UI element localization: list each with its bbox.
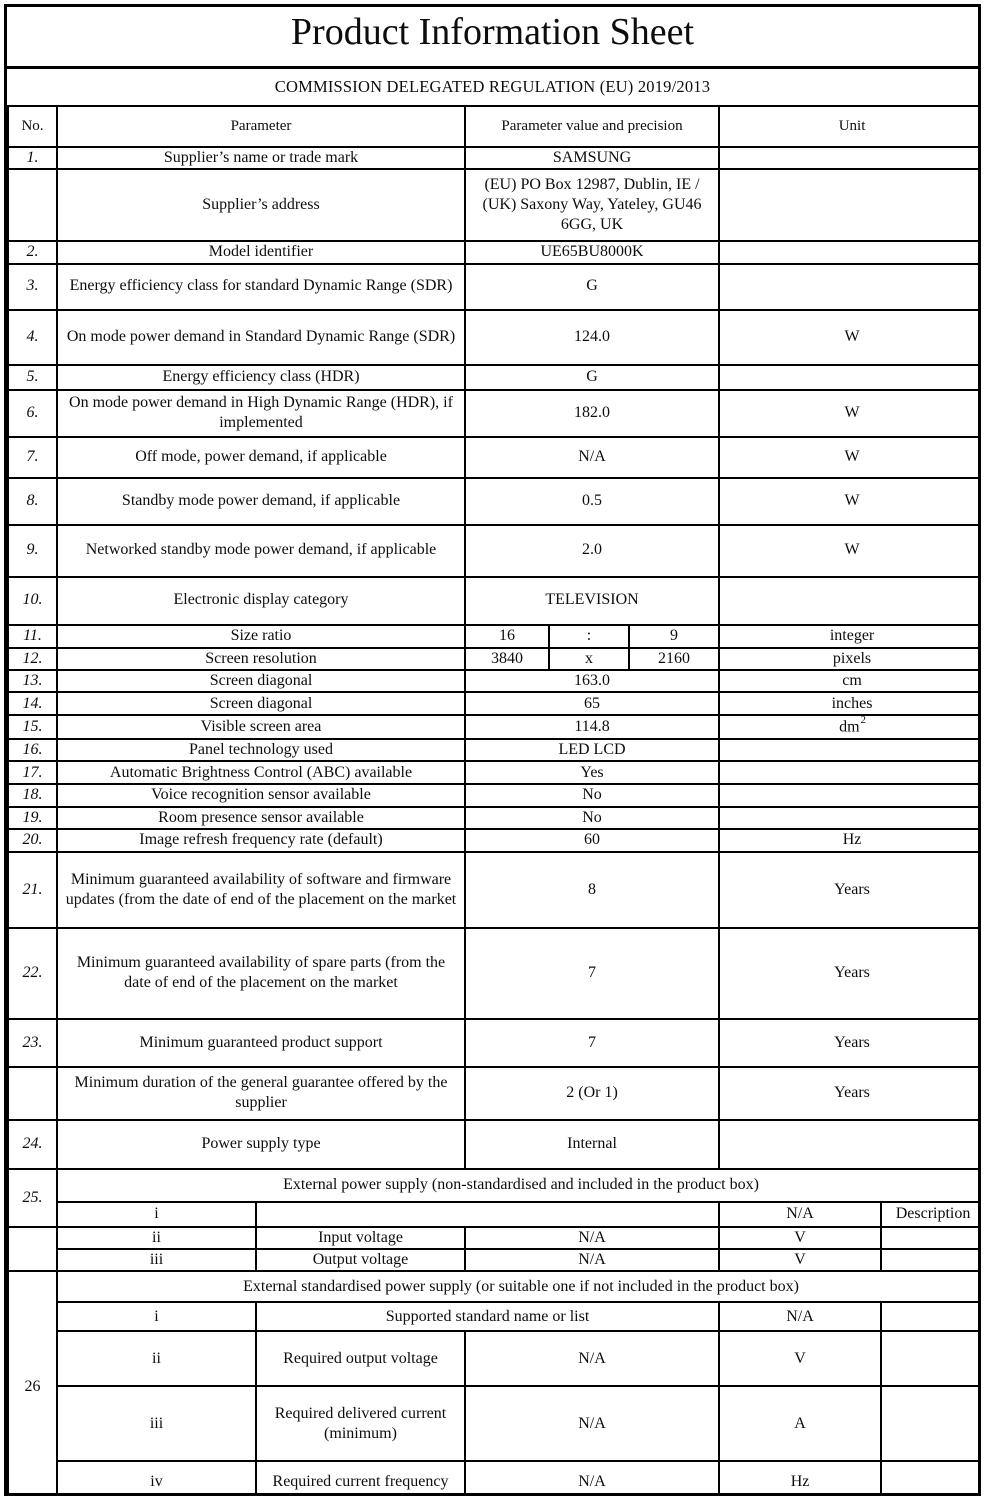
table-row	[8, 1120, 981, 1169]
row-9-parameter: Networked standby mode power demand, if applicable	[57, 525, 465, 577]
section-25-row-iii	[8, 1249, 981, 1271]
row-6-parameter: On mode power demand in High Dynamic Range (HDR), if implemented	[57, 390, 465, 437]
row-26-iv-value: N/A	[465, 1461, 719, 1496]
row-13-no: 13.	[8, 670, 57, 692]
row-25-ii-unit: V	[719, 1227, 881, 1249]
row-26-ii-value: N/A	[465, 1331, 719, 1386]
row-8-value: 0.5	[465, 478, 719, 525]
row-17-parameter: Automatic Brightness Control (ABC) available	[57, 761, 465, 784]
row-20-no: 20.	[8, 829, 57, 852]
row-15-parameter: Visible screen area	[57, 715, 465, 739]
table-row	[8, 577, 981, 625]
row-7-parameter: Off mode, power demand, if applicable	[57, 437, 465, 478]
row-guarantee-unit: Years	[719, 1067, 981, 1120]
table-row	[8, 147, 981, 169]
row-22-value: 7	[465, 928, 719, 1019]
row-25-i-label	[256, 1202, 719, 1227]
row-26-iv-unit: Hz	[719, 1461, 881, 1496]
row-26-iii-unit: A	[719, 1386, 881, 1461]
section-26-row-ii	[8, 1331, 981, 1386]
row-14-value: 65	[465, 692, 719, 715]
row-21-value: 8	[465, 852, 719, 928]
row-12-unit: pixels	[719, 648, 981, 670]
row-15-no: 15.	[8, 715, 57, 739]
section-26-row-iv	[8, 1461, 981, 1496]
row-2-unit	[719, 241, 981, 263]
row-23-parameter: Minimum guaranteed product support	[57, 1019, 465, 1067]
row-6-value: 182.0	[465, 390, 719, 437]
table-row	[8, 625, 981, 648]
table-row	[8, 264, 981, 310]
row-26-iv-description	[881, 1461, 981, 1496]
row-8-unit: W	[719, 478, 981, 525]
row-25-i-index: i	[57, 1202, 256, 1227]
row-9-unit: W	[719, 525, 981, 577]
row-26-iii-label: Required delivered current (minimum)	[256, 1386, 465, 1461]
row-14-unit: inches	[719, 692, 981, 715]
row-1-parameter: Supplier’s name or trade mark	[57, 147, 465, 169]
row-4-parameter: On mode power demand in Standard Dynamic Range (SDR)	[57, 310, 465, 365]
row-26-ii-description	[881, 1331, 981, 1386]
table-row	[8, 715, 981, 739]
row-address-value: (EU) PO Box 12987, Dublin, IE / (UK) Saxony Way, Yateley, GU46 6GG, UK	[465, 169, 719, 241]
row-17-no: 17.	[8, 761, 57, 784]
page-title: Product Information Sheet	[7, 7, 978, 69]
table-row	[8, 852, 981, 928]
table-row	[8, 478, 981, 525]
row-20-unit: Hz	[719, 829, 981, 852]
unit-superscript: 2	[860, 715, 867, 727]
row-1-no: 1.	[8, 147, 57, 169]
row-11-value-separator: :	[549, 625, 629, 648]
row-4-value: 124.0	[465, 310, 719, 365]
row-guarantee-no	[8, 1067, 57, 1120]
row-25-iii-value: N/A	[465, 1249, 719, 1271]
row-7-unit: W	[719, 437, 981, 478]
row-5-unit	[719, 365, 981, 390]
row-25-no: 25.	[8, 1169, 57, 1227]
row-26-iv-label: Required current frequency	[256, 1461, 465, 1496]
row-24-parameter: Power supply type	[57, 1120, 465, 1169]
table-row	[8, 648, 981, 670]
row-25-i-description: Description	[881, 1202, 981, 1227]
row-15-unit: $dm^2$	[719, 715, 981, 739]
regulation-subtitle: COMMISSION DELEGATED REGULATION (EU) 2019/2013	[274, 77, 711, 96]
row-18-no: 18.	[8, 784, 57, 806]
row-4-unit: W	[719, 310, 981, 365]
section-26-header-row	[8, 1271, 981, 1302]
row-17-unit	[719, 761, 981, 784]
row-23-no: 23.	[8, 1019, 57, 1067]
row-12-value-height: 2160	[629, 648, 719, 670]
row-8-no: 8.	[8, 478, 57, 525]
table-row	[8, 1019, 981, 1067]
row-26-ii-index: ii	[57, 1331, 256, 1386]
table-row	[8, 169, 981, 241]
table-row	[8, 241, 981, 263]
table-row	[8, 829, 981, 852]
row-24-value: Internal	[465, 1120, 719, 1169]
row-10-parameter: Electronic display category	[57, 577, 465, 625]
row-6-no: 6.	[8, 390, 57, 437]
table-row	[8, 1067, 981, 1120]
row-12-no: 12.	[8, 648, 57, 670]
row-12-parameter: Screen resolution	[57, 648, 465, 670]
table-row	[8, 390, 981, 437]
row-21-parameter: Minimum guaranteed availability of software and firmware updates (from the date of end of the placement on the market	[57, 852, 465, 928]
row-8-parameter: Standby mode power demand, if applicable	[57, 478, 465, 525]
row-11-unit: integer	[719, 625, 981, 648]
table-row	[8, 761, 981, 784]
row-14-no: 14.	[8, 692, 57, 715]
row-25-iii-description	[881, 1249, 981, 1271]
table-row	[8, 807, 981, 829]
row-13-unit: cm	[719, 670, 981, 692]
row-18-parameter: Voice recognition sensor available	[57, 784, 465, 806]
section-25-row-ii	[8, 1227, 981, 1249]
row-address-no	[8, 169, 57, 241]
row-26-i-description	[881, 1302, 981, 1331]
row-9-no: 9.	[8, 525, 57, 577]
row-3-value: G	[465, 264, 719, 310]
row-10-no: 10.	[8, 577, 57, 625]
row-26-ii-label: Required output voltage	[256, 1331, 465, 1386]
row-3-no: 3.	[8, 264, 57, 310]
section-25-header-row	[8, 1169, 981, 1202]
row-5-no: 5.	[8, 365, 57, 390]
row-15-value: 114.8	[465, 715, 719, 739]
row-3-parameter: Energy efficiency class for standard Dynamic Range (SDR)	[57, 264, 465, 310]
row-26-iii-description	[881, 1386, 981, 1461]
row-address-parameter: Supplier’s address	[57, 169, 465, 241]
section-26-row-iii	[8, 1386, 981, 1461]
row-19-parameter: Room presence sensor available	[57, 807, 465, 829]
row-26-iii-index: iii	[57, 1386, 256, 1461]
row-10-unit	[719, 577, 981, 625]
row-13-value: 163.0	[465, 670, 719, 692]
row-26-ii-unit: V	[719, 1331, 881, 1386]
row-26-i-label: Supported standard name or list	[256, 1302, 719, 1331]
row-16-no: 16.	[8, 739, 57, 761]
header-value: Parameter value and precision	[465, 106, 719, 147]
header-row	[8, 106, 981, 147]
row-20-value: 60	[465, 829, 719, 852]
row-23-unit: Years	[719, 1019, 981, 1067]
row-18-value: No	[465, 784, 719, 806]
row-address-unit	[719, 169, 981, 241]
row-2-no: 2.	[8, 241, 57, 263]
row-16-value: LED LCD	[465, 739, 719, 761]
row-guarantee-value: 2 (Or 1)	[465, 1067, 719, 1120]
row-25-ii-index: ii	[57, 1227, 256, 1249]
table-row	[8, 525, 981, 577]
row-9-value: 2.0	[465, 525, 719, 577]
row-19-no: 19.	[8, 807, 57, 829]
parameter-table	[7, 105, 981, 1496]
row-4-no: 4.	[8, 310, 57, 365]
table-row	[8, 310, 981, 365]
table-row	[8, 928, 981, 1019]
section-26-row-i	[8, 1302, 981, 1331]
row-12-value-width: 3840	[465, 648, 549, 670]
table-row	[8, 692, 981, 715]
row-21-no: 21.	[8, 852, 57, 928]
row-guarantee-parameter: Minimum duration of the general guarantee offered by the supplier	[57, 1067, 465, 1120]
row-5-parameter: Energy efficiency class (HDR)	[57, 365, 465, 390]
table-row	[8, 437, 981, 478]
row-21-unit: Years	[719, 852, 981, 928]
row-7-value: N/A	[465, 437, 719, 478]
row-1-unit	[719, 147, 981, 169]
row-1-value: SAMSUNG	[465, 147, 719, 169]
row-26-i-index: i	[57, 1302, 256, 1331]
row-10-value: TELEVISION	[465, 577, 719, 625]
row-22-no: 22.	[8, 928, 57, 1019]
table-row	[8, 670, 981, 692]
row-25-ii-description	[881, 1227, 981, 1249]
row-25-iii-unit: V	[719, 1249, 881, 1271]
row-25-no-spacer	[8, 1227, 57, 1272]
row-11-value-width: 16	[465, 625, 549, 648]
row-2-parameter: Model identifier	[57, 241, 465, 263]
row-22-unit: Years	[719, 928, 981, 1019]
row-7-no: 7.	[8, 437, 57, 478]
row-11-no: 11.	[8, 625, 57, 648]
table-row	[8, 739, 981, 761]
row-26-no: 26	[8, 1271, 57, 1496]
row-20-parameter: Image refresh frequency rate (default)	[57, 829, 465, 852]
section-25-row-i	[8, 1202, 981, 1227]
row-6-unit: W	[719, 390, 981, 437]
header-parameter: Parameter	[57, 106, 465, 147]
row-12-value-separator: x	[549, 648, 629, 670]
row-25-iii-label: Output voltage	[256, 1249, 465, 1271]
row-3-unit	[719, 264, 981, 310]
row-22-parameter: Minimum guaranteed availability of spare parts (from the date of end of the placement on the market	[57, 928, 465, 1019]
section-26-header: External standardised power supply (or suitable one if not included in the product box)	[57, 1271, 981, 1302]
row-18-unit	[719, 784, 981, 806]
row-16-parameter: Panel technology used	[57, 739, 465, 761]
header-no: No.	[8, 106, 57, 147]
row-14-parameter: Screen diagonal	[57, 692, 465, 715]
row-23-value: 7	[465, 1019, 719, 1067]
row-24-no: 24.	[8, 1120, 57, 1169]
row-25-i-value: N/A	[719, 1202, 881, 1227]
row-5-value: G	[465, 365, 719, 390]
row-26-i-value: N/A	[719, 1302, 881, 1331]
row-11-value-height: 9	[629, 625, 719, 648]
section-25-header: External power supply (non-standardised and included in the product box)	[57, 1169, 981, 1202]
row-25-ii-value: N/A	[465, 1227, 719, 1249]
row-2-value: UE65BU8000K	[465, 241, 719, 263]
row-19-value: No	[465, 807, 719, 829]
row-25-ii-label: Input voltage	[256, 1227, 465, 1249]
row-26-iii-value: N/A	[465, 1386, 719, 1461]
product-information-sheet	[4, 4, 981, 1496]
row-19-unit	[719, 807, 981, 829]
table-row	[8, 784, 981, 806]
row-16-unit	[719, 739, 981, 761]
row-25-iii-index: iii	[57, 1249, 256, 1271]
row-26-iv-index: iv	[57, 1461, 256, 1496]
row-17-value: Yes	[465, 761, 719, 784]
header-unit: Unit	[719, 106, 981, 147]
row-13-parameter: Screen diagonal	[57, 670, 465, 692]
row-11-parameter: Size ratio	[57, 625, 465, 648]
row-24-unit	[719, 1120, 981, 1169]
table-row	[8, 365, 981, 390]
